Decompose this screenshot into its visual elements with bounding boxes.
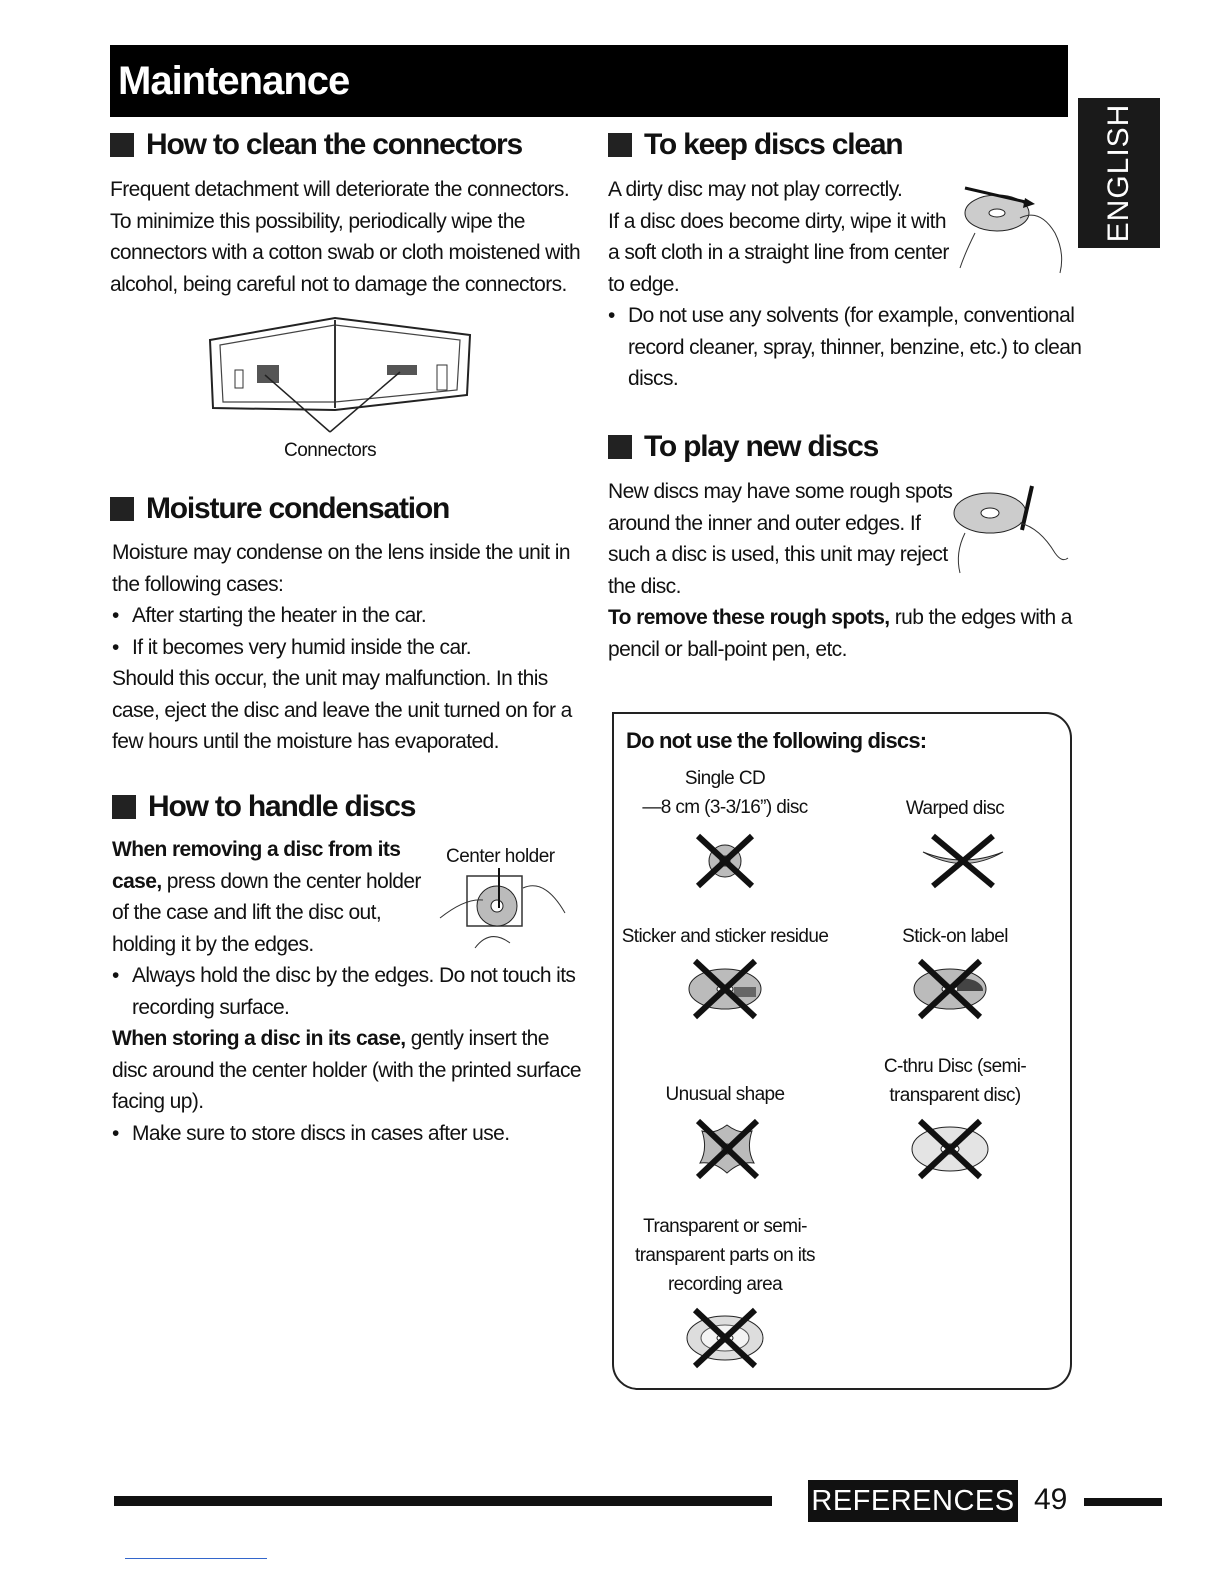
- heading-square-icon: [112, 795, 136, 819]
- page-number: 49: [1034, 1483, 1068, 1516]
- label-stick-on-label: Stick-on label: [902, 926, 1008, 947]
- connectors-paragraph: Frequent detachment will deteriorate the connectors. To minimize this possibility, periodically wipe the connectors with a cotton swab or cloth moistened with alcohol, being careful not to damage the connectors.: [110, 178, 581, 296]
- heading-square-icon: [608, 435, 632, 459]
- language-tab: [1078, 98, 1160, 248]
- new-discs-paragraph: New discs may have some rough spots around the inner and outer edges. If such a disc is used, this unit may reject the disc. To remove these rough spots, rub the edges with a pencil or ball-point pen, etc.: [608, 480, 1072, 661]
- unusual-shape-crossed-icon: [690, 1115, 765, 1183]
- language-tab-label: ENGLISH: [1102, 103, 1135, 243]
- heading-keep-discs-clean: To keep discs clean: [608, 128, 902, 162]
- connectors-caption: Connectors: [284, 440, 377, 461]
- label-sticker-residue: Sticker and sticker residue: [621, 926, 829, 947]
- stick-on-label-crossed-icon: [905, 957, 995, 1021]
- footer-section-tab: [808, 1480, 1018, 1522]
- label-transparent-parts: Transparent or semi- transparent parts on its recording area: [635, 1216, 815, 1295]
- bottom-rule: [125, 1558, 267, 1559]
- center-holder-label: Center holder: [446, 846, 555, 867]
- heading-square-icon: [110, 497, 134, 521]
- cthru-disc-crossed-icon: [905, 1115, 995, 1183]
- heading-clean-connectors: How to clean the connectors: [110, 128, 522, 162]
- label-cthru-disc: C-thru Disc (semi- transparent disc): [883, 1056, 1027, 1106]
- heading-square-icon: [110, 133, 134, 157]
- footer-section-label: REFERENCES: [811, 1485, 1015, 1517]
- heading-handle-discs: How to handle discs: [112, 790, 415, 824]
- warped-disc-crossed-icon: [918, 830, 1008, 892]
- page-title: Maintenance: [118, 59, 350, 103]
- footer-rule-left: [114, 1496, 772, 1506]
- label-warped-disc: Warped disc: [905, 798, 1005, 819]
- sticker-disc-crossed-icon: [680, 957, 770, 1021]
- faceplate-connectors-illustration: [205, 310, 475, 440]
- label-single-cd: Single CD —8 cm (3-3/16”) disc: [642, 768, 808, 818]
- box-title: Do not use the following discs:: [626, 728, 927, 753]
- label-unusual-shape: Unusual shape: [665, 1084, 785, 1105]
- heading-moisture: Moisture condensation: [110, 492, 449, 526]
- single-cd-crossed-icon: [690, 830, 760, 892]
- clean-paragraph: A dirty disc may not play correctly. If a disc does become dirty, wipe it with a soft cloth in a straight line from center to edge. • Do not use any solvents (for example, conventional record cleaner, spray, thinner, benzine, etc.) to clean discs.: [608, 174, 1081, 395]
- heading-square-icon: [608, 133, 632, 157]
- heading-play-new-discs: To play new discs: [608, 430, 878, 464]
- moisture-paragraph: Moisture may condense on the lens inside the unit in the following cases: • After starting the heater in the car. • If it becomes very humid inside the car. Should this occur, the unit may malfunction. In this case, eject the disc and leave the unit turned on for a few hours until the moisture has evaporated.: [112, 537, 572, 758]
- handle-paragraph: When removing a disc from its case, press down the center holder of the case and lift the disc out, holding it by the edges. • Always hold the disc by the edges. Do not touch its recording surface. When storing a disc in its case, gently insert the disc around the center holder (with the printed surface facing up). • Make sure to store discs in cases after use.: [112, 834, 581, 1149]
- footer-rule-right: [1084, 1498, 1162, 1506]
- transparent-disc-crossed-icon: [680, 1304, 770, 1372]
- section-banner: [110, 45, 1068, 117]
